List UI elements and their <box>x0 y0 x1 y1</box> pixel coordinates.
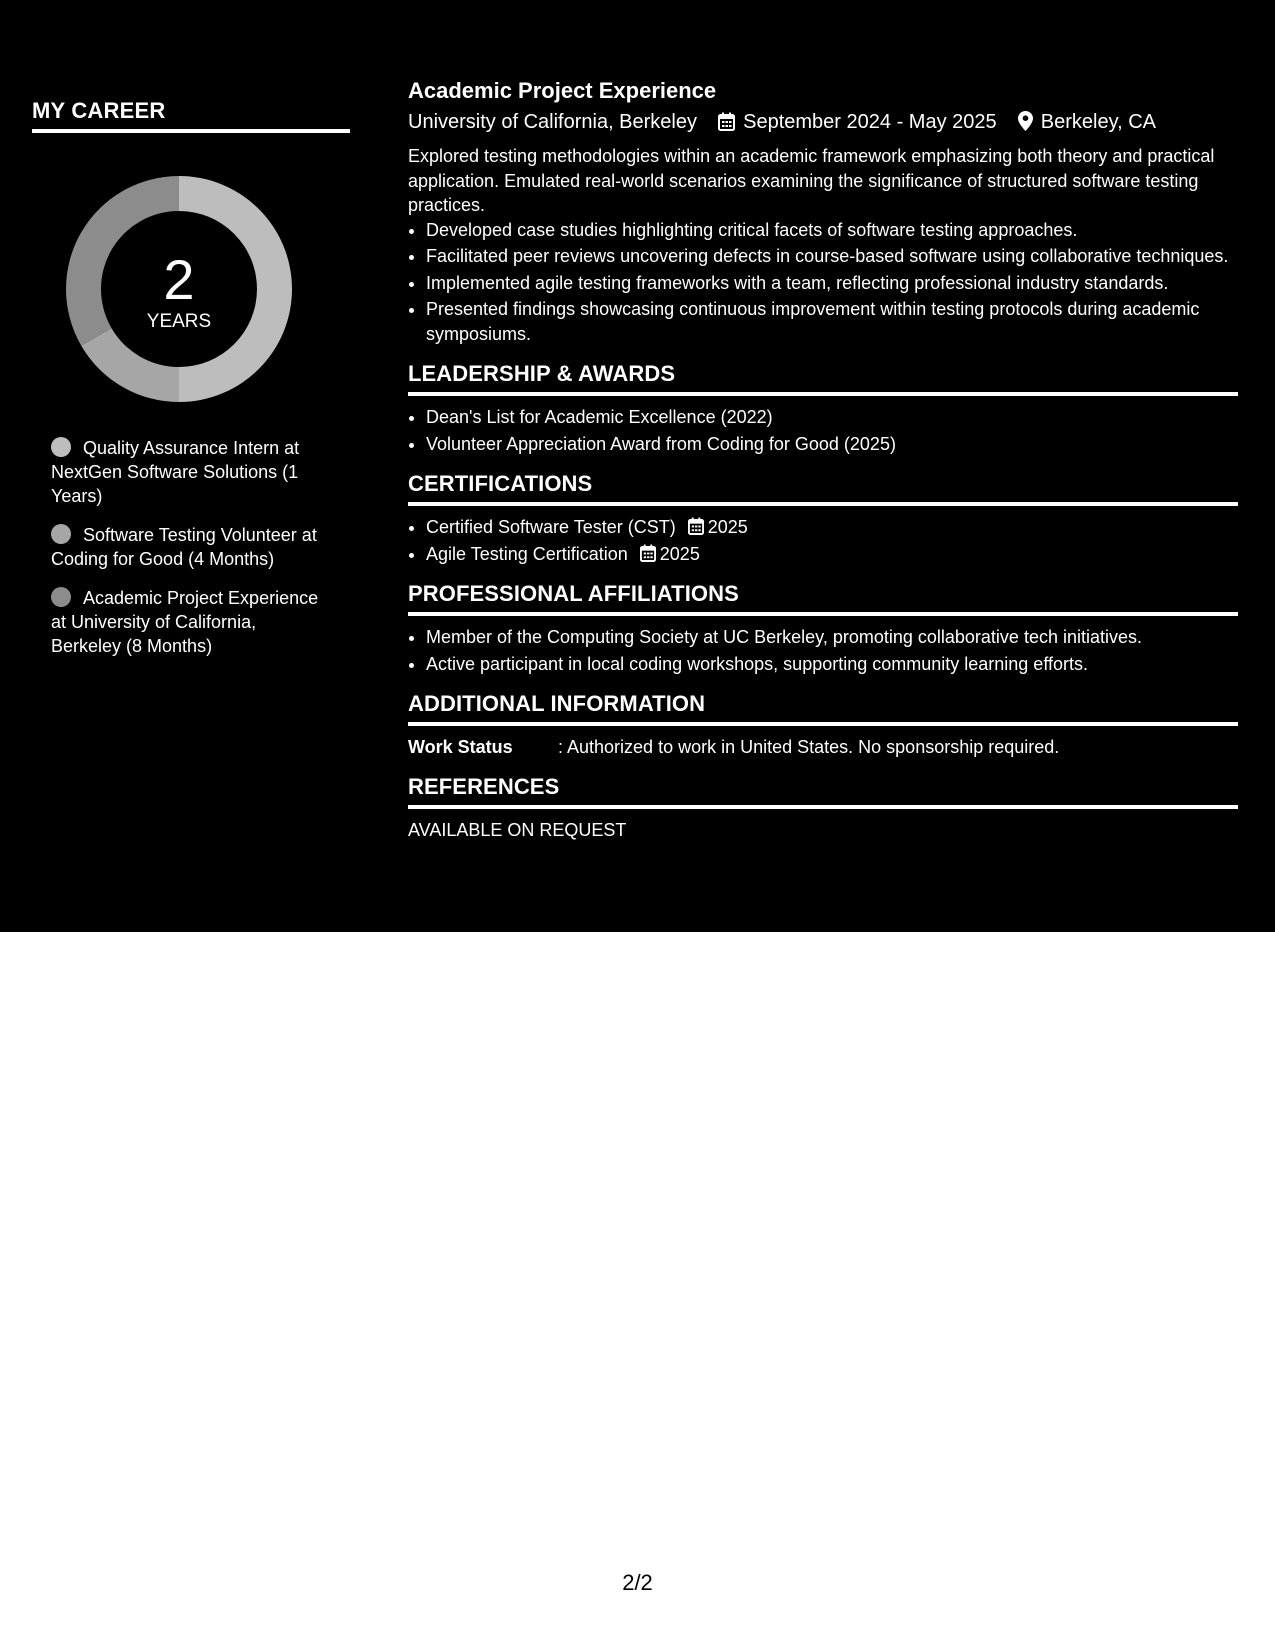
certification-name: Agile Testing Certification <box>426 543 628 564</box>
donut-total-number: 2 <box>163 248 195 311</box>
work-status-value: : Authorized to work in United States. No sponsorship required. <box>558 737 1060 757</box>
work-status-label: Work Status <box>408 737 513 757</box>
job-bullet: • Facilitated peer reviews uncovering defects in course-based software using collaborative techniques. <box>426 244 1238 269</box>
job-bullets <box>408 218 1238 347</box>
affiliation-item: • Member of the Computing Society at UC Berkeley, promoting collaborative tech initiatives. <box>426 625 1238 650</box>
references-section <box>408 773 1238 842</box>
awards-heading: LEADERSHIP & AWARDS <box>408 361 676 386</box>
section-rule <box>408 392 1238 396</box>
calendar-icon <box>688 517 704 535</box>
job-location: Berkeley, CA <box>1040 111 1156 133</box>
map-pin-icon <box>1018 111 1033 131</box>
job-description: Explored testing methodologies within an academic framework emphasizing both theory and practical application. Emulated real-world scenarios examining the significance of structured software testing practices. <box>408 146 1215 215</box>
job-organization: University of California, Berkeley <box>408 111 697 133</box>
job-dates: September 2024 - May 2025 <box>743 111 997 133</box>
certifications-list <box>408 515 1238 566</box>
career-legend-text: Academic Project Experience at University of California, Berkeley (8 Months) <box>51 588 319 656</box>
certifications-section <box>408 470 1238 566</box>
additional-info-section <box>408 690 1238 759</box>
additional-info-heading: ADDITIONAL INFORMATION <box>408 691 706 716</box>
job-title: Academic Project Experience <box>408 78 717 103</box>
career-legend-item <box>51 586 321 658</box>
career-legend <box>51 436 321 673</box>
donut-segment-volunteer <box>81 328 179 402</box>
main-content <box>408 76 1238 842</box>
affiliations-list <box>408 625 1238 676</box>
certification-year: 2025 <box>659 543 700 564</box>
donut-total-unit: YEARS <box>146 311 212 332</box>
sidebar <box>0 0 381 932</box>
award-item: • Volunteer Appreciation Award from Coding for Good (2025) <box>426 432 1238 457</box>
career-legend-item <box>51 436 321 508</box>
section-rule <box>408 805 1238 809</box>
calendar-icon <box>718 112 735 131</box>
job-bullet: • Presented findings showcasing continuous improvement within testing protocols during academic symposiums. <box>426 297 1238 346</box>
legend-dot-icon <box>51 524 71 544</box>
job-meta <box>408 107 1238 137</box>
affiliations-heading: PROFESSIONAL AFFILIATIONS <box>408 581 739 606</box>
section-rule <box>408 502 1238 506</box>
award-item: • Dean's List for Academic Excellence (2022) <box>426 405 1238 430</box>
job-bullet: • Developed case studies highlighting critical facets of software testing approaches. <box>426 218 1238 243</box>
page-number: 2/2 <box>622 1570 653 1595</box>
certification-item <box>426 515 1238 540</box>
sidebar-title: MY CAREER <box>32 98 166 123</box>
awards-section <box>408 360 1238 456</box>
certification-item <box>426 542 1238 567</box>
references-heading: REFERENCES <box>408 774 560 799</box>
references-text: AVAILABLE ON REQUEST <box>408 820 627 840</box>
work-status-row <box>408 735 1238 759</box>
calendar-icon <box>640 544 656 562</box>
certification-year: 2025 <box>707 517 748 537</box>
career-legend-text: Quality Assurance Intern at NextGen Software Solutions (1 Years) <box>51 438 300 506</box>
career-legend-item <box>51 523 321 571</box>
awards-list <box>408 405 1238 456</box>
career-legend-text: Software Testing Volunteer at Coding for Good (4 Months) <box>51 525 317 569</box>
certification-name: Certified Software Tester (CST) <box>426 517 676 537</box>
section-rule <box>408 722 1238 726</box>
certifications-heading: CERTIFICATIONS <box>408 471 593 496</box>
section-rule <box>408 612 1238 616</box>
affiliations-section <box>408 580 1238 676</box>
legend-dot-icon <box>51 587 71 607</box>
legend-dot-icon <box>51 437 71 457</box>
job-bullet: • Implemented agile testing frameworks with a team, reflecting professional industry standards. <box>426 271 1238 296</box>
sidebar-title-rule <box>32 129 350 133</box>
affiliation-item: • Active participant in local coding workshops, supporting community learning efforts. <box>426 652 1238 677</box>
